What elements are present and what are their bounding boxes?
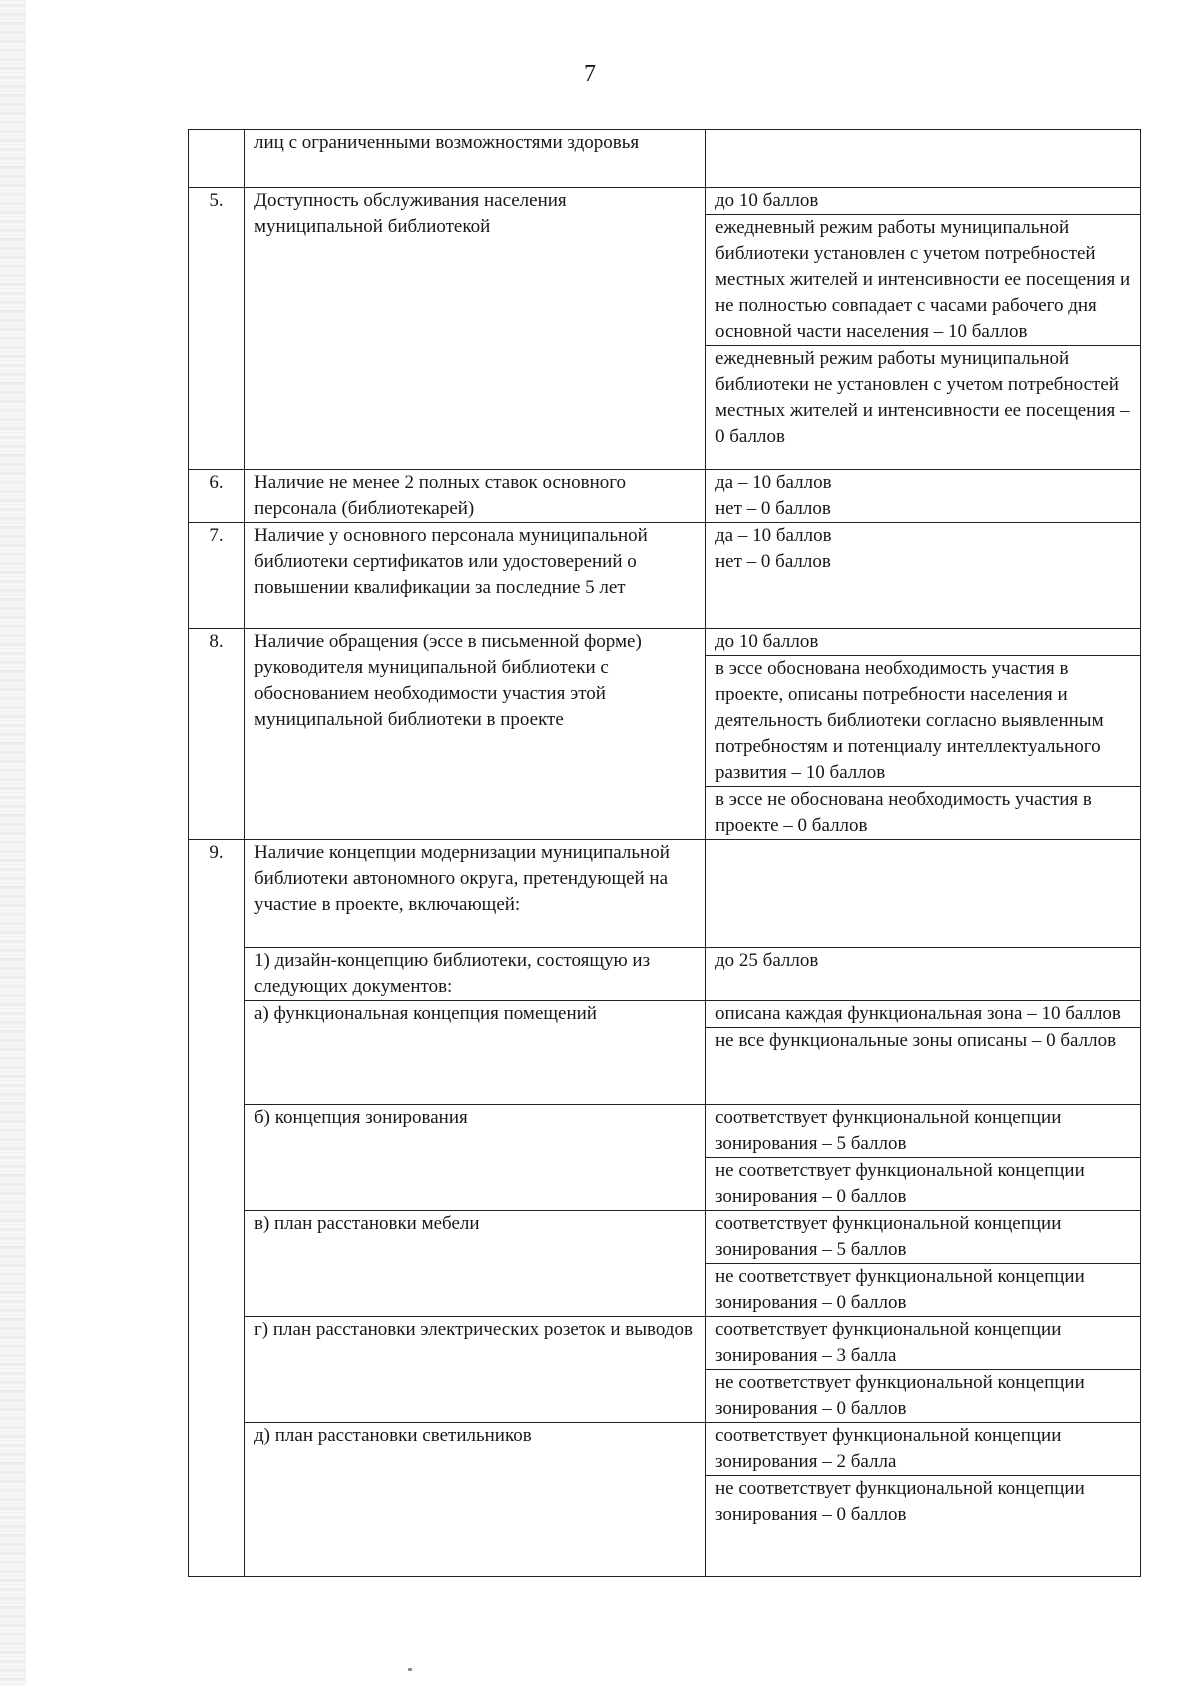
- page-number: 7: [584, 61, 596, 87]
- score-yes: да – 10 баллов: [715, 472, 832, 493]
- score-option: в эссе не обоснована необходимость участия в проекте – 0 баллов: [706, 786, 1140, 839]
- score-option: соответствует функциональной концепции зонирования – 5 баллов: [715, 1107, 1062, 1154]
- score-cell: [706, 470, 1141, 523]
- criteria-table: [188, 129, 1141, 1577]
- table-row-continuation: [189, 130, 1141, 188]
- score-cell: [706, 629, 1141, 840]
- score-option: не все функциональные зоны описаны – 0 баллов: [706, 1027, 1140, 1054]
- row-number: 5.: [189, 188, 245, 470]
- criterion-cell: Наличие концепции модернизации муниципальной библиотеки автономного округа, претендующей на участие в проекте, включающей:: [245, 840, 706, 948]
- scan-speck: [408, 1668, 412, 1671]
- table-row-5: [189, 188, 1141, 470]
- score-cell: [706, 523, 1141, 629]
- score-option: в эссе обоснована необходимость участия в проекте, описаны потребности населения и деятельность библиотеки согласно выявленным потребностям и потенциалу интеллектуального развития – 10 баллов: [706, 655, 1140, 786]
- table-row-8: [189, 629, 1141, 840]
- scan-edge: [0, 0, 26, 1686]
- score-yes: да – 10 баллов: [715, 525, 832, 546]
- score-option: не соответствует функциональной концепции зонирования – 0 баллов: [706, 1263, 1140, 1316]
- score-option: ежедневный режим работы муниципальной библиотеки установлен с учетом потребностей местных жителей и интенсивности ее посещения и не полностью совпадает с часами рабочего дня основной части населения – 10 баллов: [706, 214, 1140, 345]
- criterion-cell: Наличие у основного персонала муниципальной библиотеки сертификатов или удостоверений о повышении квалификации за последние 5 лет: [245, 523, 706, 629]
- criterion-cell: а) функциональная концепция помещений: [245, 1001, 706, 1105]
- criterion-cell: д) план расстановки светильников: [245, 1423, 706, 1577]
- criterion-cell: г) план расстановки электрических розеток и выводов: [245, 1317, 706, 1423]
- criterion-cell: б) концепция зонирования: [245, 1105, 706, 1211]
- criterion-cell: Наличие обращения (эссе в письменной форме) руководителя муниципальной библиотеки с обоснованием необходимости участия этой муниципальной библиотеки в проекте: [245, 629, 706, 840]
- row-number: 7.: [189, 523, 245, 629]
- score-header: до 10 баллов: [715, 190, 819, 211]
- row-number: [189, 130, 245, 188]
- score-no: нет – 0 баллов: [715, 551, 831, 572]
- score-option: соответствует функциональной концепции зонирования – 5 баллов: [715, 1213, 1062, 1260]
- table-row-9-a: [189, 1001, 1141, 1105]
- score-option: не соответствует функциональной концепции зонирования – 0 баллов: [706, 1475, 1140, 1550]
- criterion-cell: 1) дизайн-концепцию библиотеки, состоящую из следующих документов:: [245, 948, 706, 1001]
- score-cell: [706, 1317, 1141, 1423]
- score-option: не соответствует функциональной концепции зонирования – 0 баллов: [706, 1369, 1140, 1422]
- table-row-9-g: [189, 1317, 1141, 1423]
- score-option: описана каждая функциональная зона – 10 баллов: [715, 1003, 1121, 1024]
- score-no: нет – 0 баллов: [715, 498, 831, 519]
- score-cell: [706, 1211, 1141, 1317]
- score-cell: [706, 1105, 1141, 1211]
- score-header: до 10 баллов: [715, 631, 819, 652]
- row-number: 9.: [189, 840, 245, 1577]
- table-row-9-b: [189, 1105, 1141, 1211]
- row-number: 6.: [189, 470, 245, 523]
- score-cell: [706, 1001, 1141, 1105]
- score-cell: до 25 баллов: [706, 948, 1141, 1001]
- score-option: не соответствует функциональной концепции зонирования – 0 баллов: [706, 1157, 1140, 1210]
- score-cell: [706, 188, 1141, 470]
- score-cell: [706, 1423, 1141, 1577]
- criterion-cell: в) план расстановки мебели: [245, 1211, 706, 1317]
- row-number: 8.: [189, 629, 245, 840]
- score-cell: [706, 840, 1141, 948]
- score-option: соответствует функциональной концепции зонирования – 2 балла: [715, 1425, 1062, 1472]
- criterion-cell: Наличие не менее 2 полных ставок основного персонала (библиотекарей): [245, 470, 706, 523]
- score-cell: [706, 130, 1141, 188]
- table-row-7: [189, 523, 1141, 629]
- criterion-cell: Доступность обслуживания населения муниципальной библиотекой: [245, 188, 706, 470]
- table-row-9-d: [189, 1423, 1141, 1577]
- table-row-9-1: [189, 948, 1141, 1001]
- table-row-9-v: [189, 1211, 1141, 1317]
- score-option: соответствует функциональной концепции зонирования – 3 балла: [715, 1319, 1062, 1366]
- criterion-cell: лиц с ограниченными возможностями здоровья: [245, 130, 706, 188]
- score-option: ежедневный режим работы муниципальной библиотеки не установлен с учетом потребностей местных жителей и интенсивности ее посещения – 0 баллов: [706, 345, 1140, 450]
- table-row-6: [189, 470, 1141, 523]
- table-row-9: [189, 840, 1141, 948]
